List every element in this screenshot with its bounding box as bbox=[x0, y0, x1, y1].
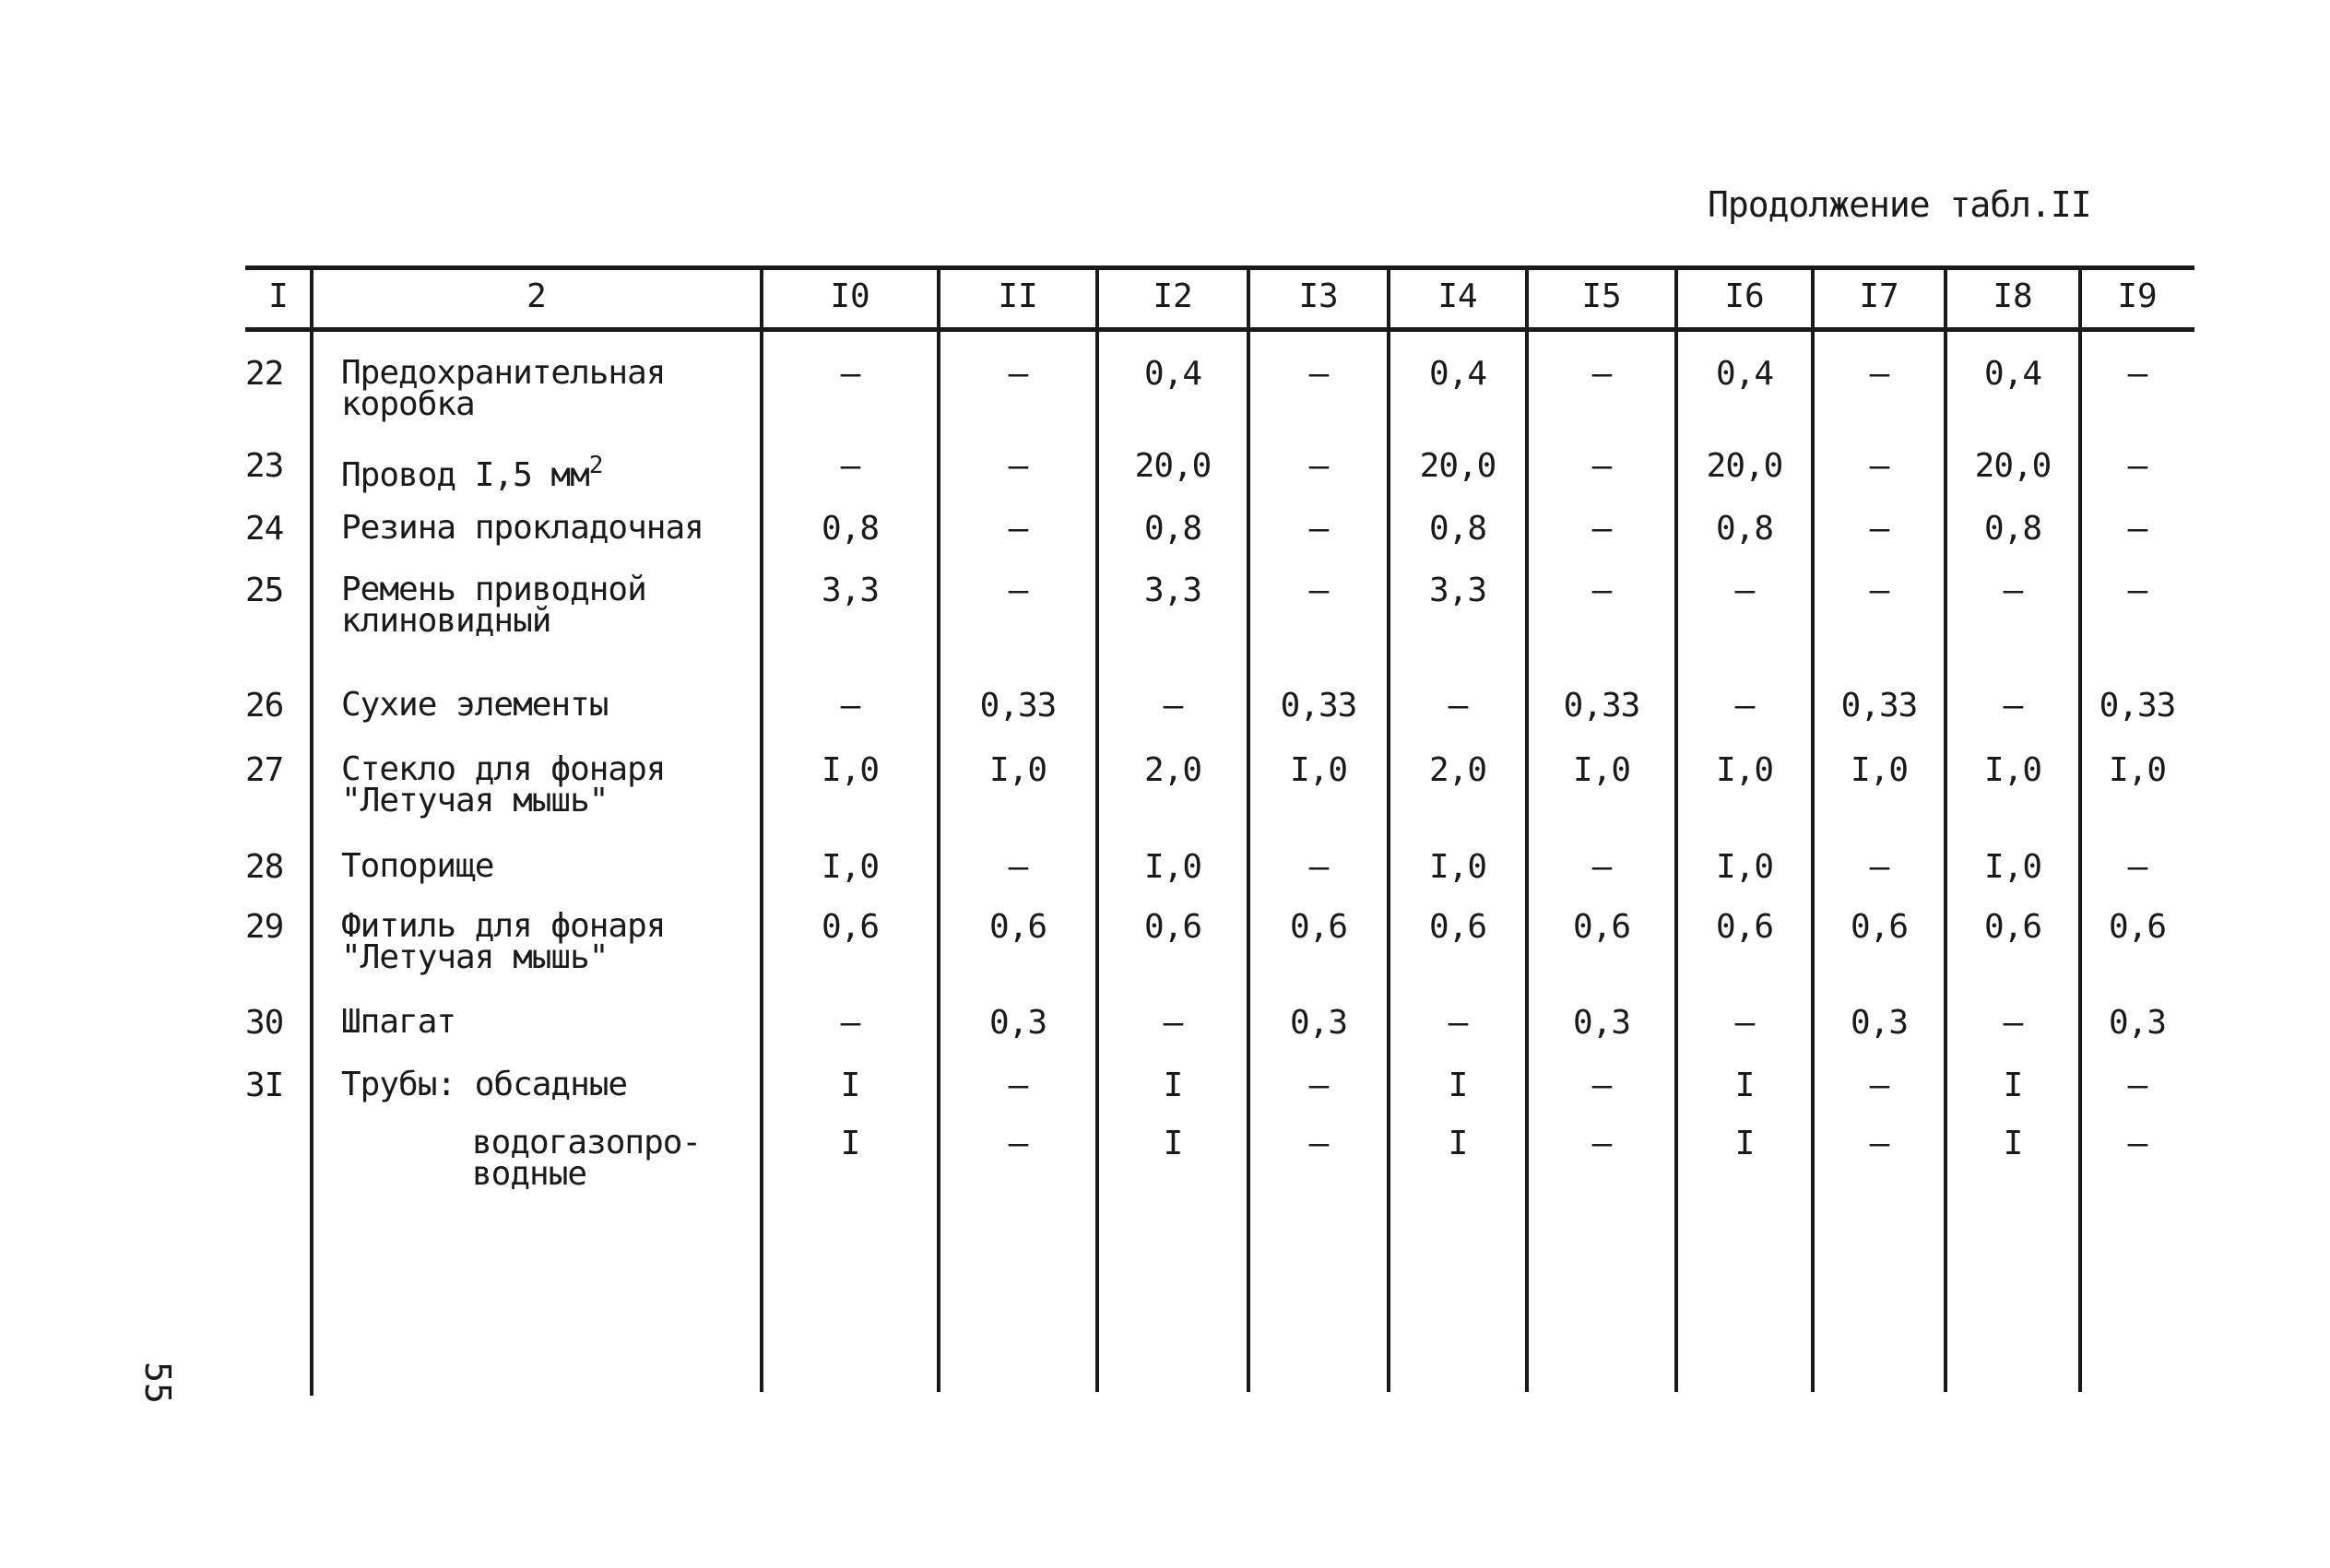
table-cell: 0,6 bbox=[821, 908, 880, 946]
row-number: 27 bbox=[245, 751, 284, 789]
row-item-name bbox=[341, 847, 494, 885]
table-cell: – bbox=[1308, 1125, 1329, 1162]
table-cell: 0,6 bbox=[988, 908, 1047, 946]
row-number: 28 bbox=[245, 848, 284, 886]
table-cell: – bbox=[1308, 355, 1329, 393]
table-cell: 0,6 bbox=[1983, 908, 2042, 946]
table-cell: 0,8 bbox=[1428, 510, 1487, 548]
row-item-name bbox=[472, 1124, 702, 1193]
table-cell: I,0 bbox=[988, 751, 1047, 789]
table-cell: – bbox=[1448, 687, 1468, 725]
table-cell: 0,33 bbox=[979, 687, 1057, 725]
item-name-line: "Летучая мышь" bbox=[341, 938, 609, 976]
table-cell: 0,6 bbox=[1715, 908, 1774, 946]
item-name-line: Резина прокладочная bbox=[341, 509, 704, 547]
table-cell: 0,6 bbox=[1289, 908, 1348, 946]
table-cell: I bbox=[1163, 1125, 1183, 1162]
table-caption: Продолжение табл.II bbox=[1708, 184, 2091, 225]
column-header: I5 bbox=[1581, 277, 1622, 315]
table-cell: 2,0 bbox=[1143, 751, 1202, 789]
table-cell: I,0 bbox=[1289, 751, 1348, 789]
row-item-name bbox=[341, 1066, 628, 1103]
table-cell: 0,4 bbox=[1715, 355, 1774, 393]
column-header: I bbox=[268, 277, 289, 315]
table-cell: – bbox=[1591, 510, 1612, 548]
column-header: I6 bbox=[1724, 277, 1765, 315]
table-cell: 0,3 bbox=[988, 1004, 1047, 1042]
table-cell: I,0 bbox=[2108, 751, 2167, 789]
item-name-line: Ремень приводной bbox=[341, 571, 646, 608]
table-cell: I,0 bbox=[821, 751, 880, 789]
table-cell: I bbox=[1734, 1125, 1755, 1162]
table-cell: 0,4 bbox=[1143, 355, 1202, 393]
table-cell: – bbox=[2127, 848, 2147, 886]
table-cell: – bbox=[1591, 1125, 1612, 1162]
row-item-name bbox=[341, 509, 704, 547]
table-cell: I bbox=[2003, 1067, 2023, 1104]
column-divider bbox=[1095, 265, 1099, 1392]
table-cell: – bbox=[1308, 572, 1329, 609]
row-item-name bbox=[341, 686, 609, 724]
item-name-line: Сухие элементы bbox=[341, 686, 609, 724]
table-cell: – bbox=[1308, 1067, 1329, 1104]
table-cell: I,0 bbox=[1428, 848, 1487, 886]
table-cell: I,0 bbox=[1715, 848, 1774, 886]
table-cell: 0,4 bbox=[1428, 355, 1487, 393]
table-cell: 0,33 bbox=[1563, 687, 1640, 725]
table-top-rule bbox=[245, 265, 2194, 270]
table-cell: – bbox=[2003, 572, 2023, 609]
item-name-line: Топорище bbox=[341, 847, 494, 885]
table-cell: – bbox=[1008, 572, 1028, 609]
column-divider bbox=[1247, 265, 1250, 1392]
table-cell: 0,3 bbox=[1850, 1004, 1909, 1042]
table-cell: 0,33 bbox=[1280, 687, 1357, 725]
table-cell: – bbox=[1308, 447, 1329, 485]
item-name-line: водные bbox=[472, 1155, 587, 1193]
table-cell: – bbox=[1591, 447, 1612, 485]
table-cell: – bbox=[1008, 510, 1028, 548]
table-cell: 0,6 bbox=[2108, 908, 2167, 946]
table-cell: 0,33 bbox=[2099, 687, 2176, 725]
column-divider bbox=[937, 265, 940, 1392]
table-cell: – bbox=[1008, 848, 1028, 886]
row-number: 30 bbox=[245, 1004, 284, 1042]
table-cell: 0,4 bbox=[1983, 355, 2042, 393]
table-cell: 0,6 bbox=[1850, 908, 1909, 946]
column-divider bbox=[1811, 265, 1815, 1392]
table-cell: 0,8 bbox=[1983, 510, 2042, 548]
table-cell: I,0 bbox=[821, 848, 880, 886]
item-name-line: Стекло для фонаря bbox=[341, 750, 666, 788]
item-name-line: клиновидный bbox=[341, 602, 551, 640]
column-header: I7 bbox=[1859, 277, 1899, 315]
table-cell: 0,3 bbox=[1289, 1004, 1348, 1042]
item-name-line: коробка bbox=[341, 385, 475, 423]
table-cell: – bbox=[840, 447, 860, 485]
column-header: I3 bbox=[1298, 277, 1339, 315]
table-cell: I,0 bbox=[1572, 751, 1631, 789]
column-header: I0 bbox=[830, 277, 870, 315]
item-name-line bbox=[341, 450, 603, 494]
column-divider bbox=[1387, 265, 1390, 1392]
table-cell: I,0 bbox=[1850, 751, 1909, 789]
table-cell: 2,0 bbox=[1428, 751, 1487, 789]
table-cell: – bbox=[1448, 1004, 1468, 1042]
table-cell: 0,3 bbox=[1572, 1004, 1631, 1042]
row-number: 24 bbox=[245, 510, 284, 548]
table-cell: I bbox=[1163, 1067, 1183, 1104]
table-cell: – bbox=[1591, 572, 1612, 609]
table-cell: – bbox=[1163, 1004, 1183, 1042]
row-number: 25 bbox=[245, 572, 284, 609]
column-header: I8 bbox=[1993, 277, 2033, 315]
column-divider bbox=[760, 265, 763, 1392]
table-cell: – bbox=[1734, 1004, 1755, 1042]
row-item-name bbox=[341, 450, 603, 494]
item-name-line: Шпагат bbox=[341, 1003, 456, 1041]
table-cell: – bbox=[1591, 848, 1612, 886]
column-divider bbox=[2078, 265, 2082, 1392]
row-number: 3I bbox=[245, 1067, 284, 1104]
table-cell: I bbox=[1448, 1067, 1468, 1104]
table-cell: – bbox=[1308, 848, 1329, 886]
table-cell: 0,8 bbox=[821, 510, 880, 548]
table-cell: 0,6 bbox=[1428, 908, 1487, 946]
column-header: II bbox=[998, 277, 1038, 315]
column-header: I4 bbox=[1437, 277, 1478, 315]
table-cell: – bbox=[1591, 1067, 1612, 1104]
table-cell: 20,0 bbox=[1706, 447, 1783, 485]
table-cell: – bbox=[1869, 572, 1889, 609]
table-cell: – bbox=[840, 1004, 860, 1042]
table-cell: – bbox=[2127, 572, 2147, 609]
column-divider bbox=[1944, 265, 1947, 1392]
table-cell: I bbox=[1448, 1125, 1468, 1162]
table-cell: I,0 bbox=[1983, 751, 2042, 789]
table-cell: – bbox=[1869, 447, 1889, 485]
row-number: 26 bbox=[245, 687, 284, 725]
table-cell: I bbox=[2003, 1125, 2023, 1162]
table-cell: 20,0 bbox=[1419, 447, 1496, 485]
unit-superscript: 2 bbox=[588, 452, 603, 479]
table-cell: – bbox=[840, 355, 860, 393]
table-cell: – bbox=[2127, 447, 2147, 485]
column-divider bbox=[1525, 265, 1529, 1392]
column-header: I2 bbox=[1153, 277, 1193, 315]
page-number: 55 bbox=[136, 1362, 178, 1404]
table-cell: – bbox=[1869, 848, 1889, 886]
data-table bbox=[245, 265, 2194, 1396]
item-name-line: "Летучая мышь" bbox=[341, 782, 609, 819]
table-cell: – bbox=[2127, 510, 2147, 548]
table-cell: 3,3 bbox=[1143, 572, 1202, 609]
column-divider bbox=[310, 265, 313, 1396]
item-name-text: Провод I,5 мм bbox=[341, 456, 589, 494]
column-header: 2 bbox=[526, 277, 547, 315]
table-cell: I,0 bbox=[1983, 848, 2042, 886]
column-divider bbox=[1674, 265, 1678, 1392]
table-cell: – bbox=[2003, 1004, 2023, 1042]
row-number: 29 bbox=[245, 908, 284, 946]
table-cell: I bbox=[840, 1067, 860, 1104]
table-cell: – bbox=[1008, 355, 1028, 393]
table-cell: 0,6 bbox=[1572, 908, 1631, 946]
table-cell: – bbox=[1008, 1125, 1028, 1162]
table-cell: 20,0 bbox=[1134, 447, 1212, 485]
table-cell: – bbox=[1008, 1067, 1028, 1104]
row-number: 22 bbox=[245, 355, 284, 393]
table-cell: 20,0 bbox=[1974, 447, 2052, 485]
table-cell: – bbox=[1008, 447, 1028, 485]
row-item-name bbox=[341, 907, 666, 976]
item-name-line: Фитиль для фонаря bbox=[341, 907, 666, 945]
table-cell: – bbox=[1869, 510, 1889, 548]
table-cell: – bbox=[2003, 687, 2023, 725]
table-cell: – bbox=[2127, 1067, 2147, 1104]
row-item-name bbox=[341, 571, 646, 640]
table-cell: 0,6 bbox=[1143, 908, 1202, 946]
table-cell: 0,3 bbox=[2108, 1004, 2167, 1042]
row-number: 23 bbox=[245, 447, 284, 485]
table-cell: – bbox=[1308, 510, 1329, 548]
row-item-name bbox=[341, 750, 666, 819]
table-cell: 0,8 bbox=[1715, 510, 1774, 548]
item-name-line: Предохранительная bbox=[341, 354, 666, 392]
row-item-name bbox=[341, 354, 666, 423]
table-cell: – bbox=[1869, 355, 1889, 393]
table-cell: – bbox=[2127, 1125, 2147, 1162]
item-name-line: водогазопро- bbox=[472, 1124, 702, 1161]
column-header: I9 bbox=[2117, 277, 2158, 315]
item-name-line: Трубы: обсадные bbox=[341, 1066, 628, 1103]
table-cell: – bbox=[1869, 1125, 1889, 1162]
table-cell: 3,3 bbox=[821, 572, 880, 609]
table-cell: – bbox=[840, 687, 860, 725]
table-cell: I bbox=[1734, 1067, 1755, 1104]
table-cell: – bbox=[1734, 687, 1755, 725]
table-header-rule bbox=[245, 327, 2194, 332]
table-cell: – bbox=[2127, 355, 2147, 393]
table-cell: I bbox=[840, 1125, 860, 1162]
table-cell: 3,3 bbox=[1428, 572, 1487, 609]
table-cell: – bbox=[1869, 1067, 1889, 1104]
row-item-name bbox=[341, 1003, 456, 1041]
table-cell: – bbox=[1591, 355, 1612, 393]
table-cell: I,0 bbox=[1143, 848, 1202, 886]
table-cell: – bbox=[1734, 572, 1755, 609]
table-cell: 0,8 bbox=[1143, 510, 1202, 548]
table-cell: I,0 bbox=[1715, 751, 1774, 789]
table-cell: – bbox=[1163, 687, 1183, 725]
table-cell: 0,33 bbox=[1840, 687, 1918, 725]
